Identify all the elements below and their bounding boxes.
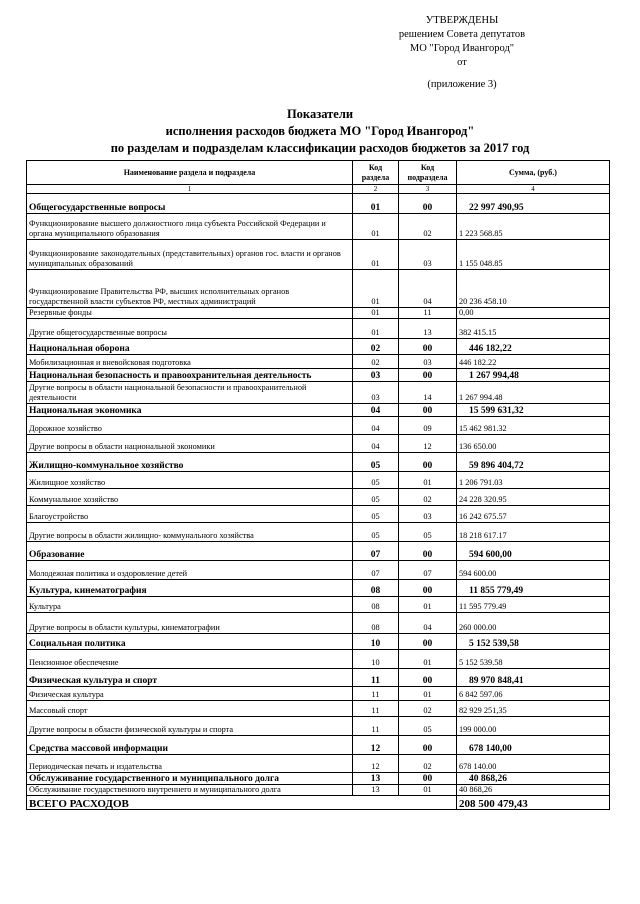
- row-name: Жилищно-коммунальное хозяйство: [27, 453, 353, 472]
- row-amount: 594 600,00: [457, 542, 610, 561]
- row-section-code: 01: [353, 240, 399, 270]
- table-row: [27, 634, 610, 650]
- row-amount: 59 896 404,72: [457, 453, 610, 472]
- table-row: [27, 382, 610, 404]
- row-name: Пенсионное обеспечение: [27, 650, 353, 669]
- row-amount: 82 929 251,35: [457, 701, 610, 717]
- row-subsection-code: 12: [399, 435, 457, 453]
- row-name: Национальная безопасность и правоохранительная деятельность: [27, 369, 353, 382]
- row-name: Резервные фонды: [27, 308, 353, 319]
- row-section-code: 13: [353, 773, 399, 785]
- row-section-code: 04: [353, 404, 399, 417]
- row-name: Другие вопросы в области физической культуры и спорта: [27, 717, 353, 736]
- row-name: Другие вопросы в области национальной безопасности и правоохранительной деятельности: [27, 382, 353, 404]
- row-section-code: 05: [353, 453, 399, 472]
- table-row: [27, 717, 610, 736]
- approval-appendix: (приложение 3): [427, 79, 497, 90]
- table-row: [27, 613, 610, 634]
- row-section-code: 05: [353, 506, 399, 523]
- table-row: [27, 417, 610, 435]
- row-section-code: 07: [353, 561, 399, 580]
- row-section-code: 01: [353, 214, 399, 240]
- row-name: Общегосударственные вопросы: [27, 194, 353, 214]
- row-subsection-code: 00: [399, 404, 457, 417]
- row-section-code: 11: [353, 701, 399, 717]
- row-amount: 89 970 848,41: [457, 669, 610, 687]
- row-amount: 446 182.22: [457, 355, 610, 369]
- row-amount: 678 140.00: [457, 755, 610, 773]
- header-name: Наименование раздела и подраздела: [27, 161, 353, 185]
- row-subsection-code: 11: [399, 308, 457, 319]
- row-section-code: 05: [353, 472, 399, 489]
- column-number-row: [27, 185, 610, 194]
- table-row: [27, 542, 610, 561]
- document-title: [0, 106, 640, 157]
- row-amount: 136 650.00: [457, 435, 610, 453]
- row-subsection-code: 03: [399, 240, 457, 270]
- row-subsection-code: 05: [399, 717, 457, 736]
- row-name: Национальная экономика: [27, 404, 353, 417]
- row-amount: 199 000.00: [457, 717, 610, 736]
- row-amount: 0,00: [457, 308, 610, 319]
- total-amount: 208 500 479,43: [457, 796, 610, 810]
- row-subsection-code: 01: [399, 687, 457, 701]
- col-number: 2: [353, 185, 399, 194]
- row-amount: 24 228 320.95: [457, 489, 610, 506]
- row-section-code: 04: [353, 417, 399, 435]
- row-subsection-code: 14: [399, 382, 457, 404]
- row-subsection-code: 01: [399, 597, 457, 613]
- row-subsection-code: 02: [399, 755, 457, 773]
- row-section-code: 05: [353, 523, 399, 542]
- row-name: Массовый спорт: [27, 701, 353, 717]
- table-row: [27, 773, 610, 785]
- row-amount: 678 140,00: [457, 736, 610, 755]
- table-row: [27, 339, 610, 355]
- row-section-code: 10: [353, 634, 399, 650]
- row-section-code: 13: [353, 785, 399, 796]
- row-name: Обслуживание государственного и муниципального долга: [27, 773, 353, 785]
- approval-date: от: [457, 57, 467, 68]
- approval-decision: решением Совета депутатов: [398, 29, 526, 40]
- row-amount: 1 206 791.03: [457, 472, 610, 489]
- row-section-code: 01: [353, 194, 399, 214]
- row-amount: 260 000.00: [457, 613, 610, 634]
- title-line-3: по разделам и подразделам классификации расходов бюджетов за 2017 год: [110, 141, 530, 155]
- row-amount: 40 868,26: [457, 785, 610, 796]
- row-subsection-code: 04: [399, 270, 457, 308]
- row-subsection-code: 00: [399, 369, 457, 382]
- row-amount: 5 152 539,58: [457, 634, 610, 650]
- title-line-2: исполнения расходов бюджета МО "Город Ивангород": [165, 124, 475, 138]
- row-subsection-code: 04: [399, 613, 457, 634]
- row-section-code: 01: [353, 308, 399, 319]
- row-subsection-code: 00: [399, 634, 457, 650]
- row-amount: 15 462 981.32: [457, 417, 610, 435]
- col-number: 4: [457, 185, 610, 194]
- table-row: [27, 736, 610, 755]
- row-name: Физическая культура: [27, 687, 353, 701]
- row-name: Мобилизационная и вневойсковая подготовка: [27, 355, 353, 369]
- table-row: [27, 404, 610, 417]
- row-subsection-code: 05: [399, 523, 457, 542]
- row-section-code: 02: [353, 355, 399, 369]
- row-amount: 11 855 779,49: [457, 580, 610, 597]
- table-row: [27, 701, 610, 717]
- table-row: [27, 435, 610, 453]
- header-subsection: Код подраздела: [399, 161, 457, 185]
- approval-title: УТВЕРЖДЕНЫ: [425, 15, 499, 26]
- row-amount: 15 599 631,32: [457, 404, 610, 417]
- row-section-code: 03: [353, 382, 399, 404]
- table-row: [27, 687, 610, 701]
- table-row: [27, 240, 610, 270]
- row-subsection-code: 02: [399, 489, 457, 506]
- col-number: 1: [27, 185, 353, 194]
- row-amount: 1 267 994,48: [457, 369, 610, 382]
- row-amount: 40 868,26: [457, 773, 610, 785]
- row-amount: 6 842 597.06: [457, 687, 610, 701]
- table-row: [27, 369, 610, 382]
- table-row: [27, 580, 610, 597]
- row-amount: 11 595 779.49: [457, 597, 610, 613]
- row-name: Функционирование Правительства РФ, высших исполнительных органов государственной власти субъектов РФ, местных администраций: [27, 270, 353, 308]
- row-section-code: 11: [353, 669, 399, 687]
- row-subsection-code: 13: [399, 319, 457, 339]
- row-name: Другие вопросы в области жилищно- коммунального хозяйства: [27, 523, 353, 542]
- row-name: Периодическая печать и издательства: [27, 755, 353, 773]
- header-section: Код раздела: [353, 161, 399, 185]
- header-amount: Сумма, (руб.): [457, 161, 610, 185]
- table-row: [27, 214, 610, 240]
- row-name: Дорожное хозяйство: [27, 417, 353, 435]
- row-amount: 1 267 994.48: [457, 382, 610, 404]
- row-subsection-code: 07: [399, 561, 457, 580]
- row-amount: 1 155 048.85: [457, 240, 610, 270]
- table-row: [27, 453, 610, 472]
- row-amount: 18 218 617.17: [457, 523, 610, 542]
- row-section-code: 03: [353, 369, 399, 382]
- row-name: Другие вопросы в области национальной экономики: [27, 435, 353, 453]
- row-name: Другие общегосударственные вопросы: [27, 319, 353, 339]
- approval-municipality: МО "Город Ивангород": [409, 43, 515, 54]
- row-section-code: 12: [353, 755, 399, 773]
- table-row: [27, 270, 610, 308]
- row-name: Жилищное хозяйство: [27, 472, 353, 489]
- row-section-code: 11: [353, 717, 399, 736]
- total-row: [27, 796, 610, 810]
- row-section-code: 12: [353, 736, 399, 755]
- row-name: Коммунальное хозяйство: [27, 489, 353, 506]
- row-amount: 5 152 539.58: [457, 650, 610, 669]
- row-section-code: 04: [353, 435, 399, 453]
- row-name: Образование: [27, 542, 353, 561]
- table-row: [27, 785, 610, 796]
- row-section-code: 01: [353, 319, 399, 339]
- row-subsection-code: 00: [399, 580, 457, 597]
- table-row: [27, 194, 610, 214]
- table-row: [27, 650, 610, 669]
- row-amount: 446 182,22: [457, 339, 610, 355]
- row-subsection-code: 00: [399, 453, 457, 472]
- row-section-code: 08: [353, 580, 399, 597]
- table-row: [27, 597, 610, 613]
- table-row: [27, 489, 610, 506]
- table-row: [27, 472, 610, 489]
- row-section-code: 08: [353, 597, 399, 613]
- row-subsection-code: 01: [399, 785, 457, 796]
- table-row: [27, 355, 610, 369]
- row-amount: 16 242 675.57: [457, 506, 610, 523]
- row-name: Благоустройство: [27, 506, 353, 523]
- row-subsection-code: 01: [399, 650, 457, 669]
- row-section-code: 01: [353, 270, 399, 308]
- row-subsection-code: 00: [399, 542, 457, 561]
- table-row: [27, 319, 610, 339]
- row-name: Функционирование высшего должностного лица субъекта Российской Федерации и органа муниципального образования: [27, 214, 353, 240]
- table-row: [27, 308, 610, 319]
- total-label: ВСЕГО РАСХОДОВ: [27, 796, 457, 810]
- table-row: [27, 523, 610, 542]
- row-amount: 20 236 458.10: [457, 270, 610, 308]
- row-subsection-code: 00: [399, 773, 457, 785]
- row-subsection-code: 00: [399, 339, 457, 355]
- row-subsection-code: 00: [399, 669, 457, 687]
- row-section-code: 02: [353, 339, 399, 355]
- row-section-code: 08: [353, 613, 399, 634]
- row-subsection-code: 03: [399, 506, 457, 523]
- table-row: [27, 669, 610, 687]
- expenditure-table: [26, 160, 610, 810]
- row-name: Социальная политика: [27, 634, 353, 650]
- row-subsection-code: 01: [399, 472, 457, 489]
- row-section-code: 05: [353, 489, 399, 506]
- row-subsection-code: 09: [399, 417, 457, 435]
- row-subsection-code: 02: [399, 701, 457, 717]
- table-header-row: [27, 161, 610, 185]
- approval-block: [352, 14, 572, 92]
- row-name: Средства массовой информации: [27, 736, 353, 755]
- row-amount: 22 997 490,95: [457, 194, 610, 214]
- row-section-code: 11: [353, 687, 399, 701]
- row-subsection-code: 02: [399, 214, 457, 240]
- row-name: Обслуживание государственного внутреннего и муниципального долга: [27, 785, 353, 796]
- row-name: Культура: [27, 597, 353, 613]
- row-name: Другие вопросы в области культуры, кинематографии: [27, 613, 353, 634]
- table-row: [27, 755, 610, 773]
- row-amount: 1 223 568.85: [457, 214, 610, 240]
- row-section-code: 10: [353, 650, 399, 669]
- row-amount: 594 600.00: [457, 561, 610, 580]
- table-row: [27, 561, 610, 580]
- row-subsection-code: 00: [399, 736, 457, 755]
- table-body: [27, 194, 610, 796]
- row-name: Молодежная политика и оздоровление детей: [27, 561, 353, 580]
- row-amount: 382 415.15: [457, 319, 610, 339]
- title-line-1: Показатели: [286, 107, 354, 121]
- row-subsection-code: 03: [399, 355, 457, 369]
- row-subsection-code: 00: [399, 194, 457, 214]
- row-name: Культура, кинематография: [27, 580, 353, 597]
- table-row: [27, 506, 610, 523]
- col-number: 3: [399, 185, 457, 194]
- row-name: Физическая культура и спорт: [27, 669, 353, 687]
- row-name: Национальная оборона: [27, 339, 353, 355]
- row-section-code: 07: [353, 542, 399, 561]
- row-name: Функционирование законодательных (представительных) органов гос. власти и органов муниципальных образований: [27, 240, 353, 270]
